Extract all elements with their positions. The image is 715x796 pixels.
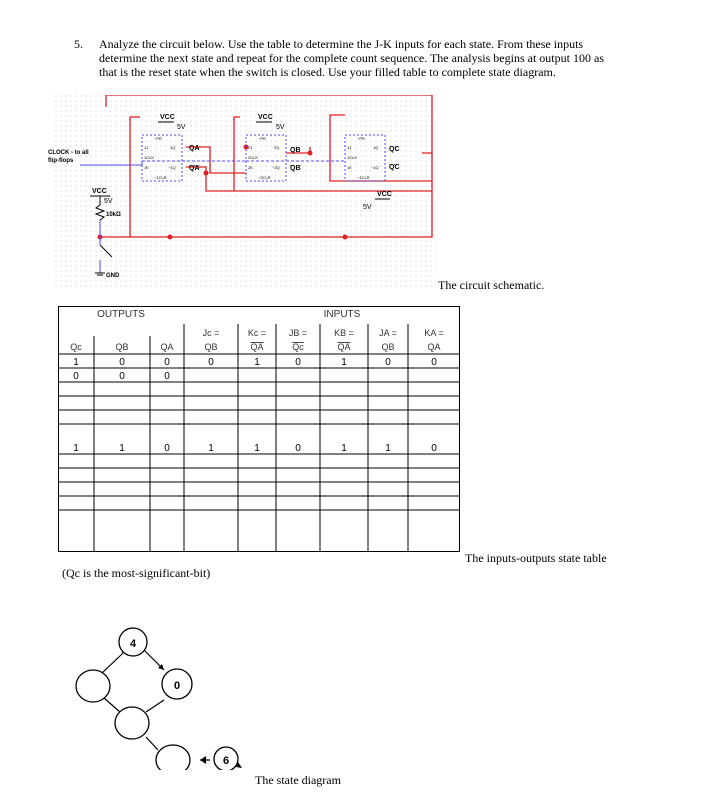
svg-text:~PR: ~PR xyxy=(154,136,162,141)
column-label: QB xyxy=(381,342,395,352)
table-cell: 0 xyxy=(295,443,301,454)
ff-b-out: QB xyxy=(290,147,301,154)
state-node xyxy=(156,745,190,770)
svg-text:~2CLR: ~2CLR xyxy=(258,175,271,180)
outputs-header: OUTPUTS xyxy=(97,309,145,320)
clock-label-2: flip-flops xyxy=(48,158,74,164)
msb-note: (Qc is the most-significant-bit) xyxy=(62,566,211,580)
svg-text:1J: 1J xyxy=(347,145,352,150)
column-label: QA xyxy=(427,342,441,352)
question-line-2: determine the next state and repeat for the complete count sequence. The analysis begins at output 100 as xyxy=(99,51,604,65)
table-cell: 1 xyxy=(208,443,214,454)
table-cell: 0 xyxy=(119,357,125,368)
svg-text:2J: 2J xyxy=(248,145,253,150)
svg-text:VCC: VCC xyxy=(377,191,392,198)
ff-b-out-bar: QB xyxy=(290,165,301,172)
svg-text:~PR: ~PR xyxy=(357,136,365,141)
svg-text:5V: 5V xyxy=(177,124,186,131)
table-cell: 0 xyxy=(385,357,391,368)
state-label-4: 4 xyxy=(129,638,137,650)
input-equation-label: Jc = xyxy=(202,328,220,338)
circuit-schematic xyxy=(40,95,440,290)
svg-text:5V: 5V xyxy=(363,204,372,211)
table-cell: 0 xyxy=(119,371,125,382)
svg-text:2Q: 2Q xyxy=(274,145,280,150)
question-number: 5. xyxy=(74,37,83,51)
gnd-label: GND xyxy=(106,273,120,279)
svg-text:1K: 1K xyxy=(144,165,149,170)
svg-text:2CLK: 2CLK xyxy=(248,155,259,160)
transition-arrow xyxy=(146,700,164,712)
ff-a-out: QA xyxy=(189,145,200,152)
state-label-6: 6 xyxy=(222,755,230,767)
question-line-1: Analyze the circuit below. Use the table to determine the J-K inputs for each state. From these inputs xyxy=(99,37,584,51)
column-label: QB xyxy=(204,342,218,352)
column-label: QB xyxy=(115,342,129,352)
table-cell: 1 xyxy=(341,443,347,454)
schematic-caption: The circuit schematic. xyxy=(438,278,545,292)
svg-text:~2Q: ~2Q xyxy=(272,165,280,170)
svg-text:VCC: VCC xyxy=(160,114,175,121)
column-label: QA xyxy=(337,342,351,352)
state-diagram xyxy=(60,620,260,770)
table-cell: 1 xyxy=(73,357,79,368)
table-cell: 1 xyxy=(73,443,79,454)
input-equation-label: KA = xyxy=(424,328,444,338)
table-cell: 0 xyxy=(431,357,437,368)
svg-text:~1Q: ~1Q xyxy=(168,165,176,170)
transition-arrow xyxy=(104,698,120,712)
svg-text:~PR: ~PR xyxy=(258,136,266,141)
question-line-3: that is the reset state when the switch is closed. Use your filled table to complete state diagram. xyxy=(99,65,556,79)
column-label: QA xyxy=(250,342,264,352)
svg-text:1K: 1K xyxy=(347,165,352,170)
svg-text:VCC: VCC xyxy=(258,114,273,121)
transition-arrow xyxy=(100,654,122,675)
svg-text:VCC: VCC xyxy=(92,188,107,195)
table-caption: The inputs-outputs state table xyxy=(465,551,607,565)
table-cell: 0 xyxy=(164,357,170,368)
table-cell: 1 xyxy=(341,357,347,368)
table-cell: 1 xyxy=(254,443,260,454)
table-cell: 0 xyxy=(164,443,170,454)
svg-text:5V: 5V xyxy=(104,198,113,205)
svg-text:5V: 5V xyxy=(276,124,285,131)
table-cell: 1 xyxy=(119,443,125,454)
table-cell: 0 xyxy=(208,357,214,368)
svg-text:1Q: 1Q xyxy=(170,145,176,150)
svg-text:1J: 1J xyxy=(144,145,149,150)
svg-text:1Q: 1Q xyxy=(373,145,379,150)
input-equation-label: KB = xyxy=(334,328,354,338)
transition-arrow xyxy=(146,737,158,750)
table-cell: 1 xyxy=(254,357,260,368)
svg-text:1CLK: 1CLK xyxy=(144,155,155,160)
table-cell: 0 xyxy=(73,371,79,382)
svg-text:~1Q: ~1Q xyxy=(371,165,379,170)
resistor-label: 10kΩ xyxy=(106,212,121,218)
svg-text:1CLK: 1CLK xyxy=(347,155,358,160)
column-label: Qc xyxy=(70,342,82,352)
clock-label-1: CLOCK - to all xyxy=(48,150,89,156)
table-cell: 0 xyxy=(295,357,301,368)
table-cell: 1 xyxy=(385,443,391,454)
svg-text:2K: 2K xyxy=(248,165,253,170)
ff-c-out-bar: QC xyxy=(389,164,400,171)
svg-text:~1CLR: ~1CLR xyxy=(154,175,167,180)
table-cell: 0 xyxy=(431,443,437,454)
input-equation-label: Kc = xyxy=(247,328,267,338)
column-label: QA xyxy=(160,342,174,352)
state-node xyxy=(115,707,149,739)
ff-a-out-bar: QA xyxy=(189,165,200,172)
input-equation-label: JA = xyxy=(379,328,397,338)
input-equation-label: JB = xyxy=(288,328,308,338)
state-node xyxy=(76,670,110,702)
table-cell: 0 xyxy=(164,371,170,382)
inputs-header: INPUTS xyxy=(323,309,361,320)
diagram-caption: The state diagram xyxy=(255,773,341,787)
state-table xyxy=(58,306,460,552)
state-label-0: 0 xyxy=(173,680,181,692)
ff-c-out: QC xyxy=(389,146,400,153)
column-label: Qc xyxy=(292,342,304,352)
svg-text:~1CLR: ~1CLR xyxy=(357,175,370,180)
